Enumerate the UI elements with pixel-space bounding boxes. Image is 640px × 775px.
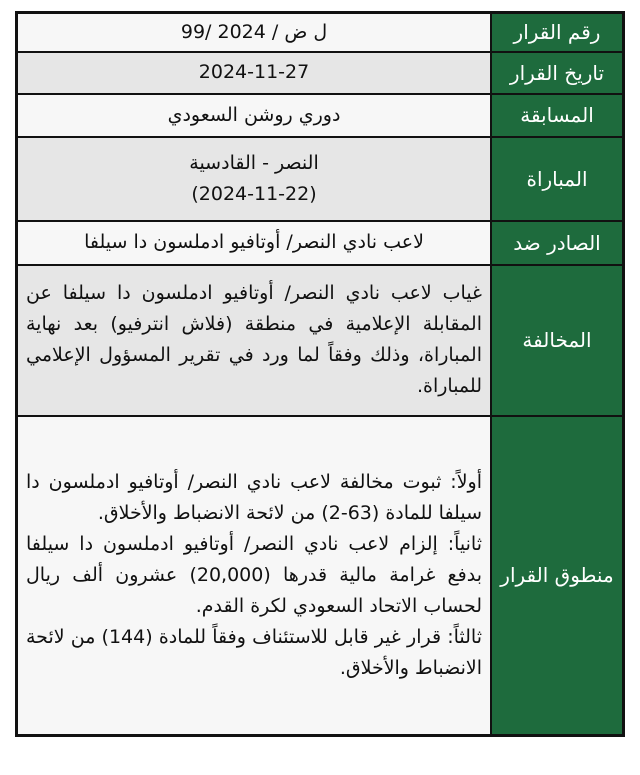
ruling-third: ثالثاً: قرار غير قابل للاستئناف وفقاً للمادة (144) من لائحة الانضباط والأخلاق. [26,625,482,679]
decision-number-text: 99/ ل ض / 2024 [180,20,328,43]
row-match [17,137,624,221]
decision-table [15,11,625,737]
row-decision-date [17,52,624,94]
match-teams: النصر - القادسية [189,151,319,174]
value-match [17,137,492,221]
row-issued-against [17,221,624,265]
label-match: المباراة [491,137,624,221]
label-ruling: منطوق القرار [491,416,624,736]
row-violation [17,265,624,416]
value-competition: دوري روشن السعودي [17,94,492,137]
value-violation: غياب لاعب نادي النصر/ أوتافيو ادملسون دا سيلفا عن المقابلة الإعلامية في منطقة (فلاش انترفيو) بعد نهاية المباراة، وذلك وفقاً لما ورد في تقرير المسؤول الإعلامي للمباراة. [17,265,492,416]
ruling-second: ثانياً: إلزام لاعب نادي النصر/ أوتافيو ادملسون دا سيلفا بدفع غرامة مالية قدرها (20,000) عشرون ألف ريال لحساب الاتحاد السعودي لكرة القدم. [26,532,482,617]
match-date: (2024-11-22) [191,182,317,205]
row-decision-number [17,13,624,52]
label-decision-date: تاريخ القرار [491,52,624,94]
label-decision-number: رقم القرار [491,13,624,52]
value-decision-date [17,52,492,94]
row-competition [17,94,624,137]
label-competition: المسابقة [491,94,624,137]
value-decision-number [17,13,492,52]
label-violation: المخالفة [491,265,624,416]
value-issued-against: لاعب نادي النصر/ أوتافيو ادملسون دا سيلفا [17,221,492,265]
label-issued-against: الصادر ضد [491,221,624,265]
ruling-first: أولاً: ثبوت مخالفة لاعب نادي النصر/ أوتافيو ادملسون دا سيلفا للمادة (63-2) من لائحة الانضباط والأخلاق. [26,470,482,524]
decision-date-text: 2024-11-27 [198,61,310,83]
row-ruling [17,416,624,736]
value-ruling [17,416,492,736]
